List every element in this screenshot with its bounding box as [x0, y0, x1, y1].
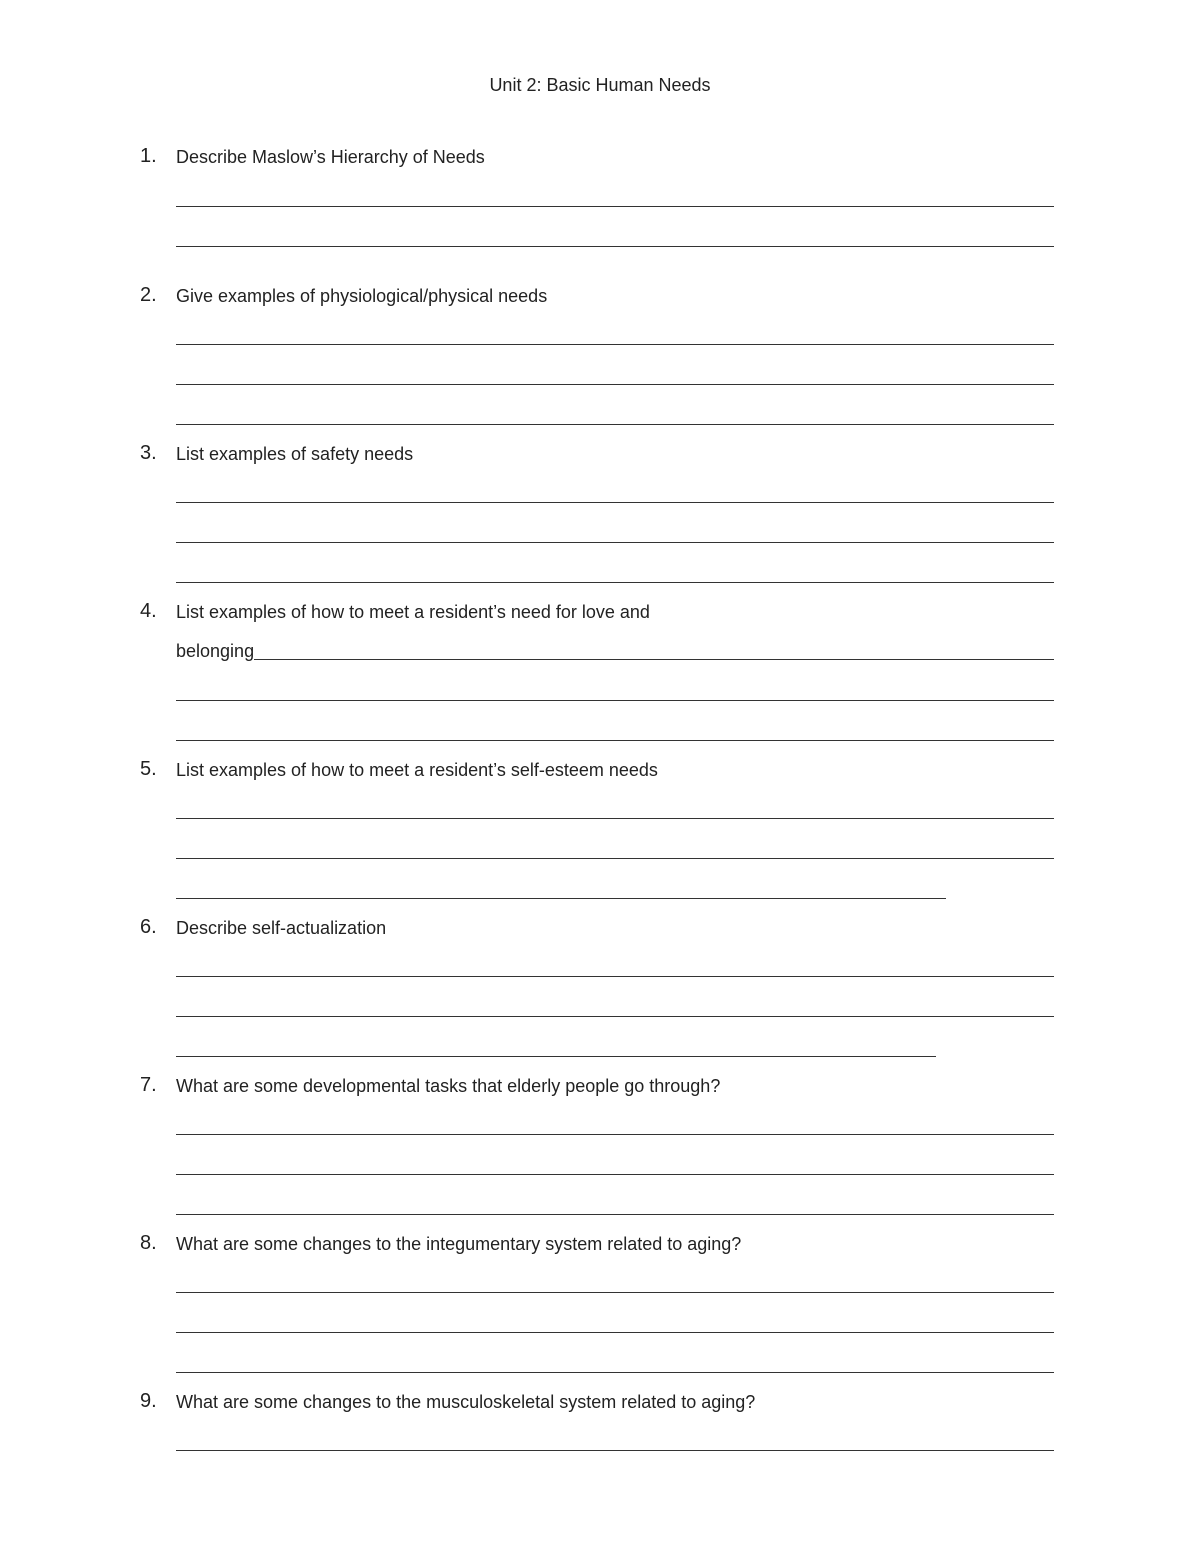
question-number: 6. [140, 916, 157, 938]
answer-line[interactable] [176, 818, 1054, 819]
answer-line[interactable] [176, 898, 946, 899]
document-title: Unit 2: Basic Human Needs [489, 75, 711, 95]
answer-line[interactable] [176, 582, 1054, 583]
question-number: 9. [140, 1390, 157, 1412]
answer-line[interactable] [176, 206, 1054, 207]
answer-line[interactable] [176, 1372, 1054, 1373]
answer-line[interactable] [176, 1016, 1054, 1017]
question-number: 7. [140, 1074, 157, 1096]
answer-line[interactable] [176, 1056, 936, 1057]
question-text: What are some changes to the integumentary system related to aging? [176, 1234, 742, 1254]
question-text: Give examples of physiological/physical needs [176, 286, 548, 306]
answer-line[interactable] [176, 1174, 1054, 1175]
question-number: 2. [140, 284, 157, 306]
answer-line[interactable] [176, 700, 1054, 701]
answer-line[interactable] [176, 1450, 1054, 1451]
question-text: Describe Maslow’s Hierarchy of Needs [176, 147, 485, 167]
answer-line[interactable] [176, 740, 1054, 741]
answer-line[interactable] [176, 344, 1054, 345]
answer-line[interactable] [176, 976, 1054, 977]
answer-line[interactable] [176, 858, 1054, 859]
answer-line[interactable] [176, 1332, 1054, 1333]
question-text-continuation: belonging [176, 641, 255, 661]
question-number: 3. [140, 442, 157, 464]
question-text: List examples of how to meet a resident’s need for love and [176, 602, 650, 622]
answer-line[interactable] [176, 1134, 1054, 1135]
answer-line[interactable] [176, 246, 1054, 247]
question-text: List examples of how to meet a resident’s self-esteem needs [176, 760, 658, 780]
answer-line[interactable] [254, 659, 1054, 660]
continuation-line[interactable] [176, 640, 1054, 662]
question-number: 1. [140, 145, 157, 167]
question-text: Describe self-actualization [176, 918, 387, 938]
question-text: What are some developmental tasks that elderly people go through? [176, 1076, 721, 1096]
question-text: What are some changes to the musculoskeletal system related to aging? [176, 1392, 756, 1412]
answer-line[interactable] [176, 424, 1054, 425]
answer-line[interactable] [176, 384, 1054, 385]
answer-line[interactable] [176, 1292, 1054, 1293]
answer-line[interactable] [176, 502, 1054, 503]
question-number: 4. [140, 600, 157, 622]
question-number: 5. [140, 758, 157, 780]
question-number: 8. [140, 1232, 157, 1254]
answer-line[interactable] [176, 1214, 1054, 1215]
answer-line[interactable] [176, 542, 1054, 543]
question-text: List examples of safety needs [176, 444, 414, 464]
